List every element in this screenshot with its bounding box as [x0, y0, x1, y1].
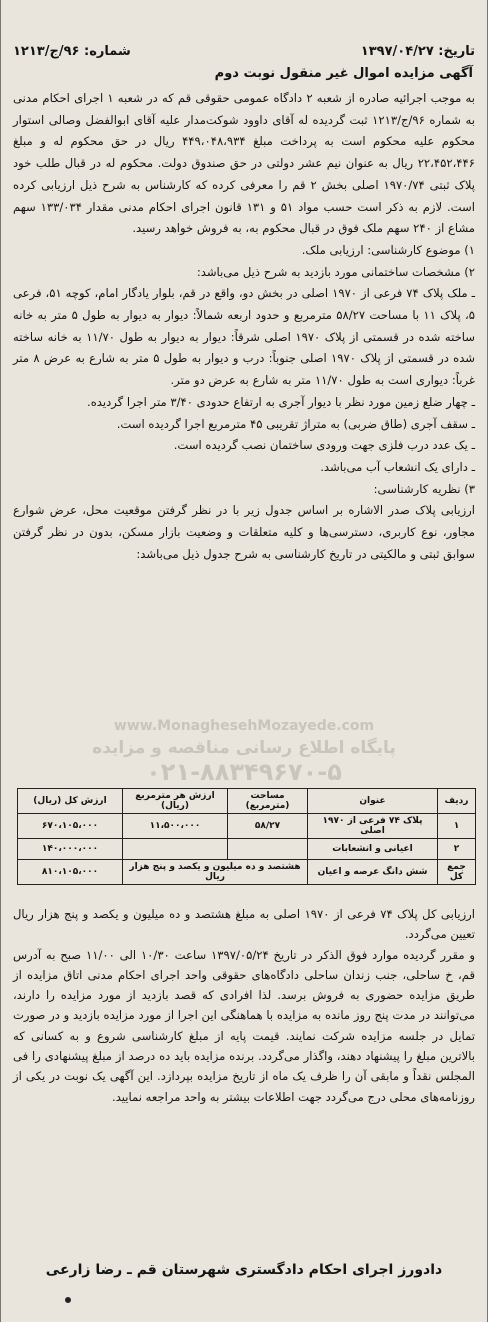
- table-cell: [123, 839, 228, 860]
- total-words: هشتصد و ده میلیون و یکصد و پنج هزار ریال: [123, 860, 308, 885]
- body-paragraph: ـ یک عدد درب فلزی جهت ورودی ساختمان نصب گردیده است.: [173, 438, 475, 453]
- valuation-table: [17, 788, 476, 885]
- watermark-url: www.MonaghesehMozayede.com: [113, 718, 375, 734]
- table-row: [18, 814, 476, 839]
- watermark-text: پایگاه اطلاع رسانی مناقصه و مزایده: [92, 738, 396, 758]
- table-cell: ۲: [438, 839, 476, 860]
- body-paragraph: ـ دارای یک انشعاب آب می‌باشد.: [320, 459, 475, 474]
- watermark-phone: ۰۲۱-۸۸۳۴۹۶۷۰-۵: [146, 758, 342, 786]
- body-paragraph: به موجب اجرائیه صادره از شعبه ۲ دادگاه عمومی حقوقی قم که در شعبه ۱ اجرای احکام مدنی به شماره ۹۶/ج/۱۲۱۳ ثبت گردیده له آقای داوود شوکت‌مدار علیه آقای ابوالفضل وصالی استوار محکوم علیه محکوم است به پرداخت مبلغ ۴۴۹،۰۴۸،۹۳۴ ریال در حق محکوم له و مبلغ ۲۲،۴۵۲،۴۴۶ ریال به عنوان نیم عشر دولتی در حق صندوق دولت. محکوم له در قبال طلب خود پلاک ثبتی ۱۹۷۰/۷۴ اصلی بخش ۲ قم را معرفی کرده که کارشناس به شرح ذیل ارزیابی کرده است. لازم به ذکر است حسب مواد ۵۱ و ۱۳۱ قانون اجرای احکام مدنی مقدار ۱۳۳/۰۳۴ سهم مشاع از ۲۴۰ سهم ملک فوق در قبال محکوم به، به فروش خواهد رسید.: [13, 91, 476, 236]
- notice-title: آگهی مزایده اموال غیر منقول نوبت دوم: [214, 66, 473, 81]
- table-header: عنوان: [308, 789, 438, 814]
- table-cell: ۱۱،۵۰۰،۰۰۰: [123, 814, 228, 839]
- notice-number: شماره: ۹۶/ج/۱۲۱۳: [13, 44, 131, 59]
- total-desc: شش دانگ عرصه و اعیان: [308, 860, 438, 885]
- body-paragraph: ۳) نظریه کارشناسی:: [373, 481, 475, 496]
- table-header: مساحت (مترمربع): [228, 789, 308, 814]
- notice-tail: [13, 904, 475, 1107]
- body-paragraph: ۲) مشخصات ساختمانی مورد بازدید به شرح ذیل می‌باشد:: [196, 264, 475, 279]
- table-header-row: [18, 789, 476, 814]
- tail-paragraph: و مقرر گردیده موارد فوق الذکر در تاریخ ۱۳۹۷/۰۵/۲۴ ساعت ۱۰/۳۰ الی ۱۱/۰۰ صبح به آدرس قم، خ ساحلی، جنب زندان ساحلی دادگاه‌های حقوقی واحد اجرای احکام مدنی اتاق مزایده از طریق مزایده حضوری به فروش برسد. لذا افرادی که قصد بازدید از مورد مزایده را دارند، می‌توانند در مدت پنج روز مانده به مزایده با هماهنگی این اجرا از مورد مزایده بازدید و در صورت تمایل در جلسه مزایده شرکت نمایند. قیمت پایه از مبلغ کارشناسی شروع و به کسانی که بالاترین مبلغ را پیشنهاد دهند، واگذار می‌گردد. برنده مزایده باید ده درصد از مبلغ پیشنهادی را فی المجلس نقداً و مابقی آن را ظرف یک ماه از تاریخ مزایده بپردازد. این آگهی یک نوبت در یکی از روزنامه‌های محلی درج می‌گردد جهت اطلاعات بیشتر به واحد مراجعه نمایید.: [13, 947, 475, 1104]
- total-value: ۸۱۰،۱۰۵،۰۰۰: [18, 860, 123, 885]
- body-paragraph: ارزیابی پلاک صدر الاشاره بر اساس جدول زیر با در نظر گرفتن موقعیت محل، عرض شوارع مجاور، نوع کاربری، دسترسی‌ها و کلیه متعلقات و وضعیت بازار مسکن، بدون در نظر گرفتن سوابق ثبتی و مالکیتی در تاریخ کارشناسی به شرح جدول ذیل می‌باشد:: [13, 503, 475, 561]
- table-cell: پلاک ۷۴ فرعی از ۱۹۷۰ اصلی: [308, 814, 438, 839]
- table-cell: ۵۸/۲۷: [228, 814, 308, 839]
- table-cell: [228, 839, 308, 860]
- table-header: ارزش هر مترمربع (ریال): [123, 789, 228, 814]
- notice-header: [13, 44, 475, 59]
- body-paragraph: ۱) موضوع کارشناسی: ارزیابی ملک.: [301, 242, 475, 257]
- table-row: [18, 839, 476, 860]
- tail-paragraph: ارزیابی کل پلاک ۷۴ فرعی از ۱۹۷۰ اصلی به مبلغ هشتصد و ده میلیون و یکصد و پنج هزار ریال تعیین می‌گردد.: [13, 907, 475, 942]
- table-cell: ۱: [438, 814, 476, 839]
- table-header: ردیف: [438, 789, 476, 814]
- body-paragraph: ـ ملک پلاک ۷۴ فرعی از ۱۹۷۰ اصلی در بخش دو، واقع در قم، بلوار یادگار امام، کوچه ۵۱، فرعی ۵، پلاک ۱۱ با مساحت ۵۸/۲۷ مترمربع و حدود اربعه شمالاً: دیوار به دیوار به طول ۵ متر به خانه ساخته شده در قسمتی از پلاک ۱۹۷۰ اصلی شرقاً: دیوار به دیوار به طول ۱۱/۷۰ به خانه ساخته شده در قسمتی از پلاک ۱۹۷۰ اصلی جنوباً: درب و دیوار به طول ۵ متر به شارع به عرض ۸ متر غرباً: دیواری است به طول ۱۱/۷۰ متر به شارع به عرض دو متر.: [13, 286, 476, 388]
- notice-body: [13, 88, 475, 565]
- bullet-dot: [65, 1297, 71, 1303]
- signature: دادورز اجرای احکام دادگستری شهرستان قم ـ رضا زارعی: [45, 1262, 443, 1278]
- body-paragraph: ـ سقف آجری (طاق ضربی) به متراژ تقریبی ۴۵ مترمربع اجرا گردیده است.: [116, 416, 475, 431]
- notice-date: تاریخ: ۱۳۹۷/۰۴/۲۷: [360, 44, 475, 59]
- table-total-row: [18, 860, 476, 885]
- total-label: جمع کل: [438, 860, 476, 885]
- body-paragraph: ـ چهار ضلع زمین مورد نظر با دیوار آجری به ارتفاع حدودی ۳/۴۰ متر اجرا گردیده.: [87, 394, 475, 409]
- table-cell: ۱۴۰،۰۰۰،۰۰۰: [18, 839, 123, 860]
- table-header: ارزش کل (ریال): [18, 789, 123, 814]
- table-cell: ۶۷۰،۱۰۵،۰۰۰: [18, 814, 123, 839]
- table-cell: اعیانی و انشعابات: [308, 839, 438, 860]
